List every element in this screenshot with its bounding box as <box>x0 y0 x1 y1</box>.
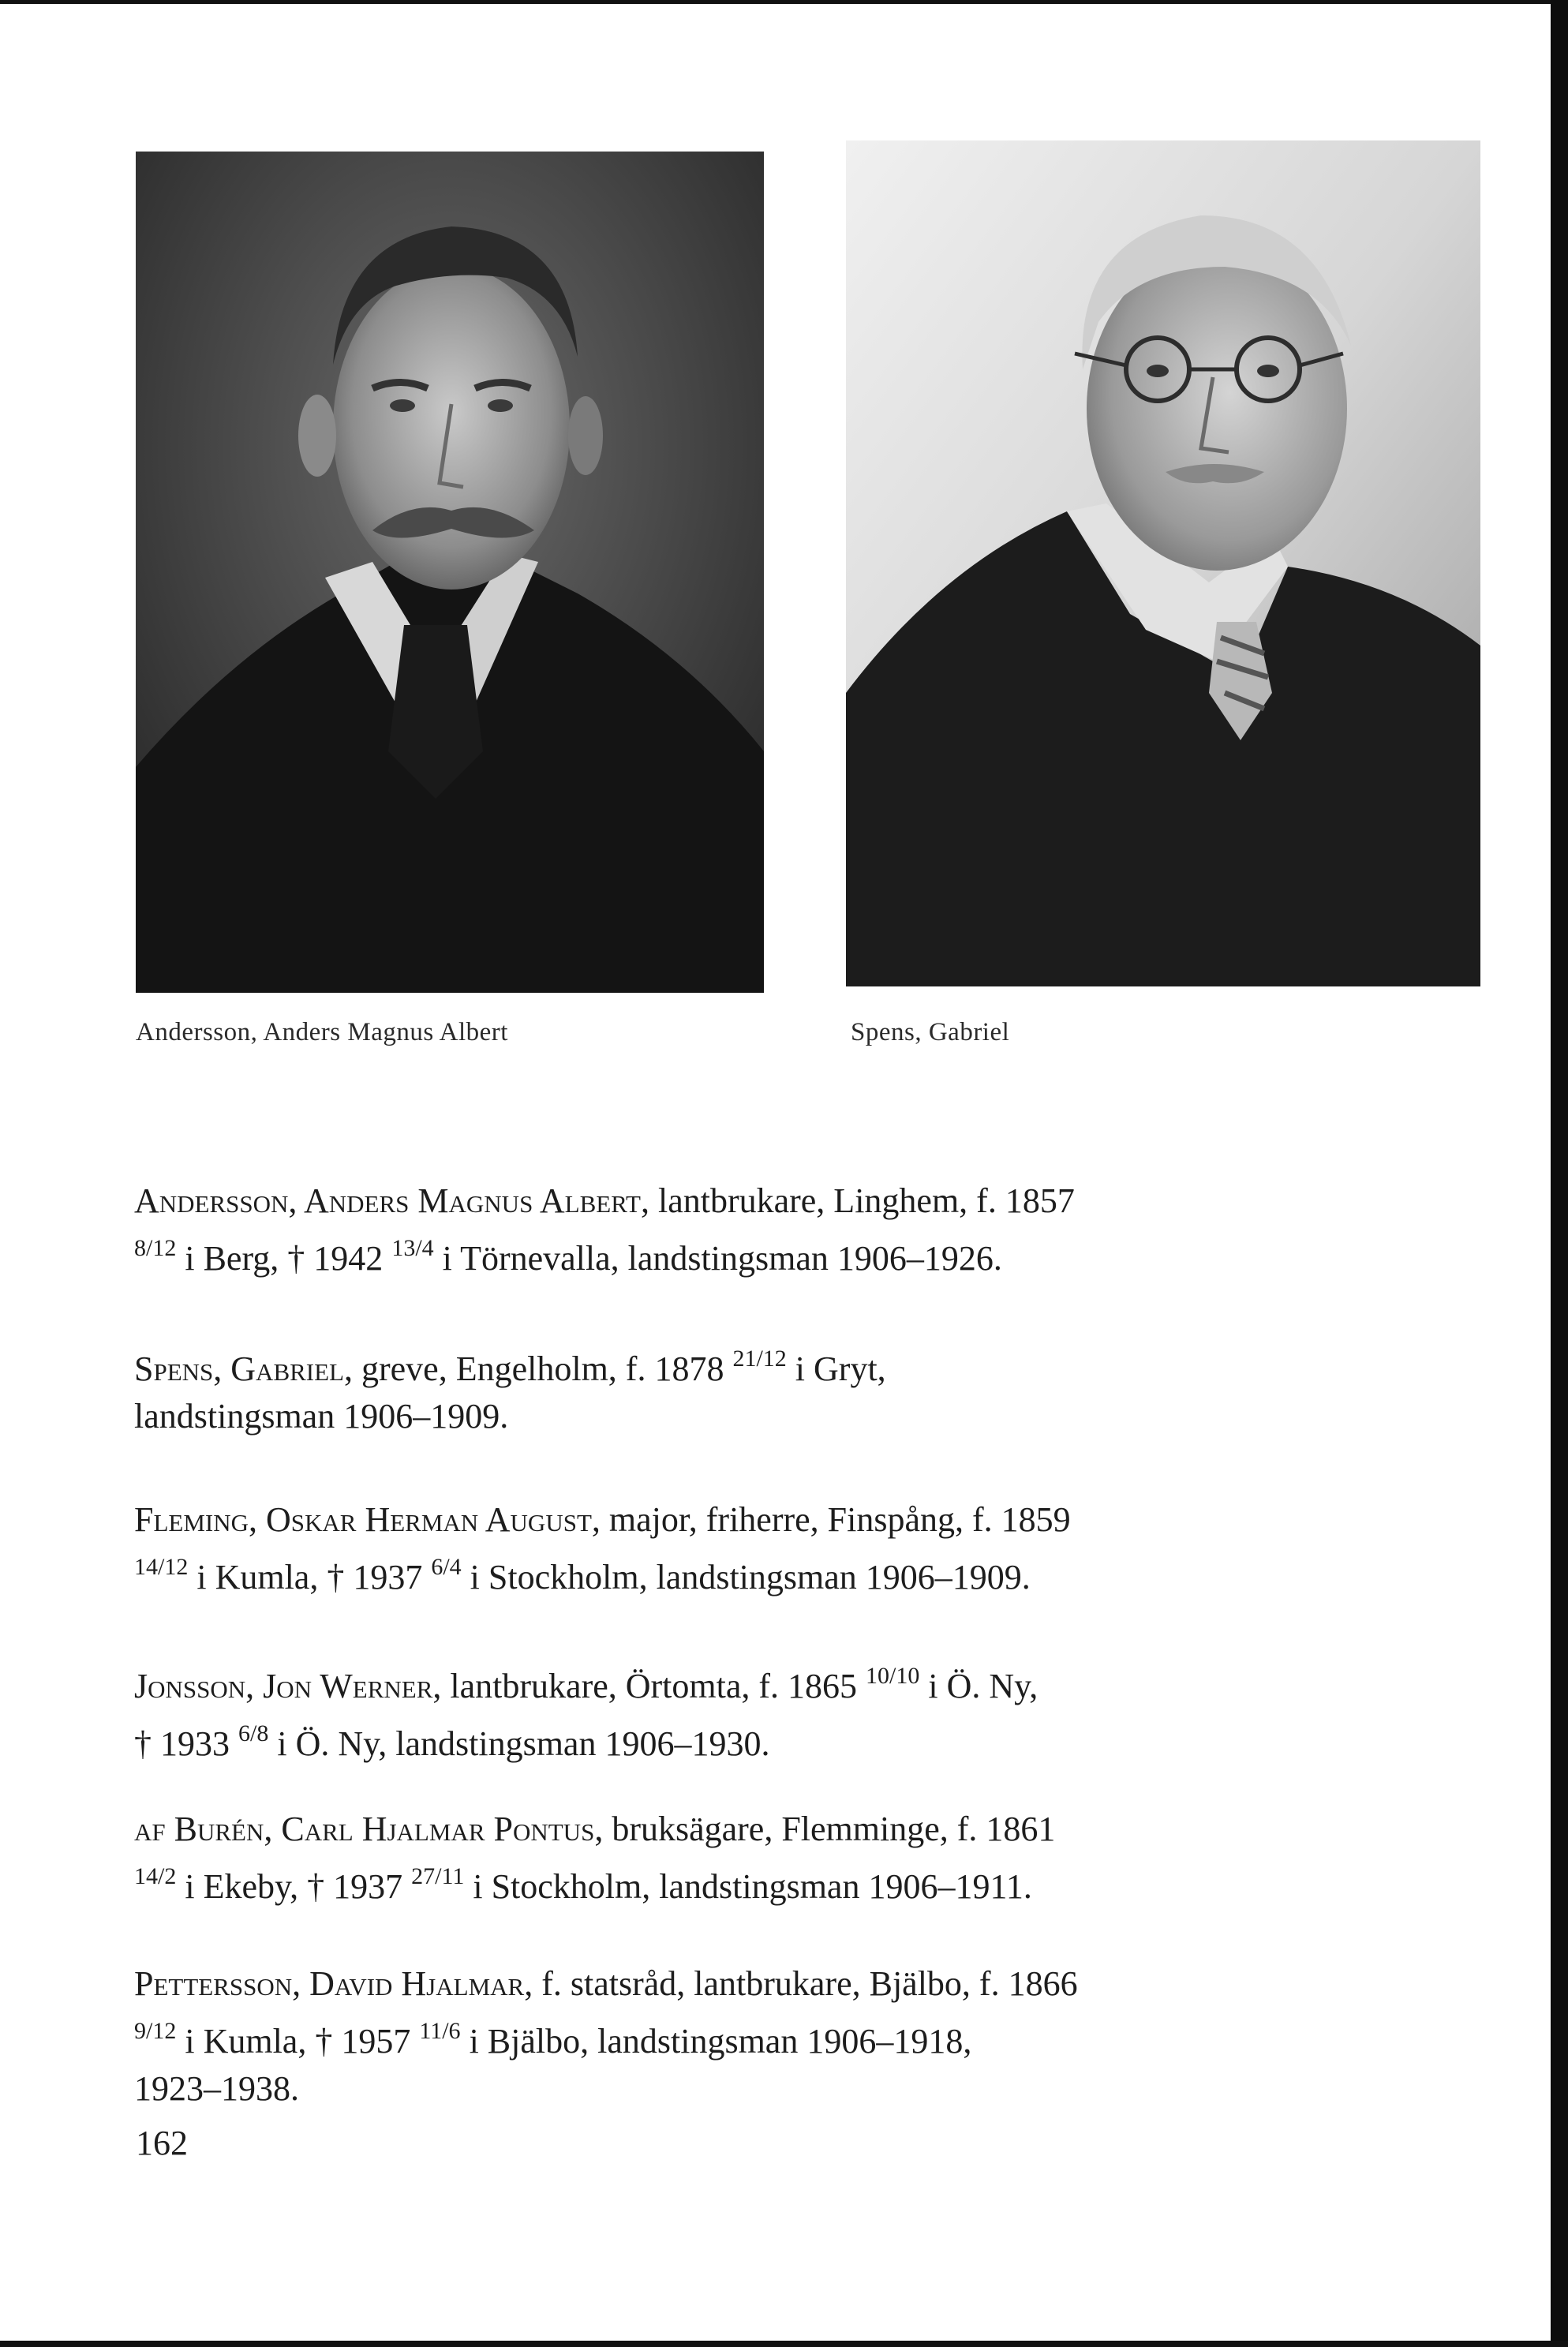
entry-text: i Ö. Ny, landstingsman 1906–1930. <box>268 1724 770 1763</box>
death-date-fraction: 6/4 <box>431 1554 462 1580</box>
entry-text: , major, friherre, Finspång, f. 1859 <box>591 1500 1071 1539</box>
person-name: Spens, Gabriel <box>134 1349 344 1388</box>
birth-date-fraction: 10/10 <box>866 1663 920 1689</box>
portrait-spens <box>846 140 1480 986</box>
entry-text: i Ekeby, † 1937 <box>176 1867 412 1906</box>
entry-line <box>134 2008 1160 2065</box>
entry-text: i Bjälbo, landstingsman 1906–1918, <box>460 2022 972 2061</box>
biography-entry <box>134 1806 1160 1911</box>
person-name: Andersson, Anders Magnus Albert <box>134 1181 641 1220</box>
entry-text: , bruksägare, Flemminge, f. 1861 <box>594 1810 1056 1848</box>
entry-text: , f. statsråd, lantbrukare, Bjälbo, f. 1866 <box>524 1964 1078 2003</box>
entry-line <box>134 1653 1160 1710</box>
biography-entry <box>134 1960 1160 2113</box>
entry-text: , lantbrukare, Örtomta, f. 1865 <box>432 1667 866 1705</box>
page-number: 162 <box>136 2124 188 2162</box>
entry-text: i Ö. Ny, <box>919 1667 1038 1705</box>
entry-text: , lantbrukare, Linghem, f. 1857 <box>640 1181 1075 1220</box>
person-name: Fleming, Oskar Herman August <box>134 1500 592 1539</box>
portrait-caption-right: Spens, Gabriel <box>851 1018 1010 1046</box>
entry-line <box>134 1225 1160 1282</box>
entry-text: i Gryt, <box>786 1349 886 1388</box>
scan-edge-top <box>0 0 1568 4</box>
person-name: af Burén, Carl Hjalmar Pontus <box>134 1810 595 1848</box>
birth-date-fraction: 9/12 <box>134 2018 177 2044</box>
entry-text: i Kumla, † 1957 <box>176 2022 420 2061</box>
biography-entry <box>134 1335 1160 1440</box>
entry-line <box>134 1710 1160 1768</box>
entry-line <box>134 1496 1160 1544</box>
entry-text: i Stockholm, landstingsman 1906–1911. <box>464 1867 1032 1906</box>
entry-text: i Stockholm, landstingsman 1906–1909. <box>461 1558 1031 1596</box>
birth-date-fraction: 8/12 <box>134 1235 177 1261</box>
death-date-fraction: 13/4 <box>391 1235 434 1261</box>
death-date-fraction: 11/6 <box>419 2018 461 2044</box>
entry-line: landstingsman 1906–1909. <box>134 1397 509 1436</box>
entry-text: i Kumla, † 1937 <box>188 1558 432 1596</box>
entry-line <box>134 1853 1160 1911</box>
entry-text: † 1933 <box>134 1724 238 1763</box>
death-date-fraction: 6/8 <box>238 1720 269 1746</box>
entry-line <box>134 1960 1160 2008</box>
entry-text: i Berg, † 1942 <box>176 1239 392 1278</box>
portrait-andersson <box>136 152 764 993</box>
entry-line: 1923–1938. <box>134 2069 299 2108</box>
scan-edge-right <box>1551 0 1568 2347</box>
person-name: Pettersson, David Hjalmar <box>134 1964 525 2003</box>
entry-text: i Törnevalla, landstingsman 1906–1926. <box>433 1239 1002 1278</box>
entry-line <box>134 1544 1160 1601</box>
entry-line <box>134 1806 1160 1853</box>
death-date-fraction: 27/11 <box>411 1863 465 1889</box>
entry-text: , greve, Engelholm, f. 1878 <box>344 1349 733 1388</box>
scan-edge-bottom <box>0 2341 1568 2347</box>
biography-entry <box>134 1653 1160 1768</box>
person-name: Jonsson, Jon Werner <box>134 1667 433 1705</box>
birth-date-fraction: 21/12 <box>732 1346 787 1372</box>
portrait-caption-left: Andersson, Anders Magnus Albert <box>136 1018 508 1046</box>
birth-date-fraction: 14/2 <box>134 1863 177 1889</box>
birth-date-fraction: 14/12 <box>134 1554 189 1580</box>
biography-entry <box>134 1177 1160 1282</box>
biography-entry <box>134 1496 1160 1601</box>
entry-line <box>134 1177 1160 1225</box>
entry-line <box>134 1335 1160 1393</box>
